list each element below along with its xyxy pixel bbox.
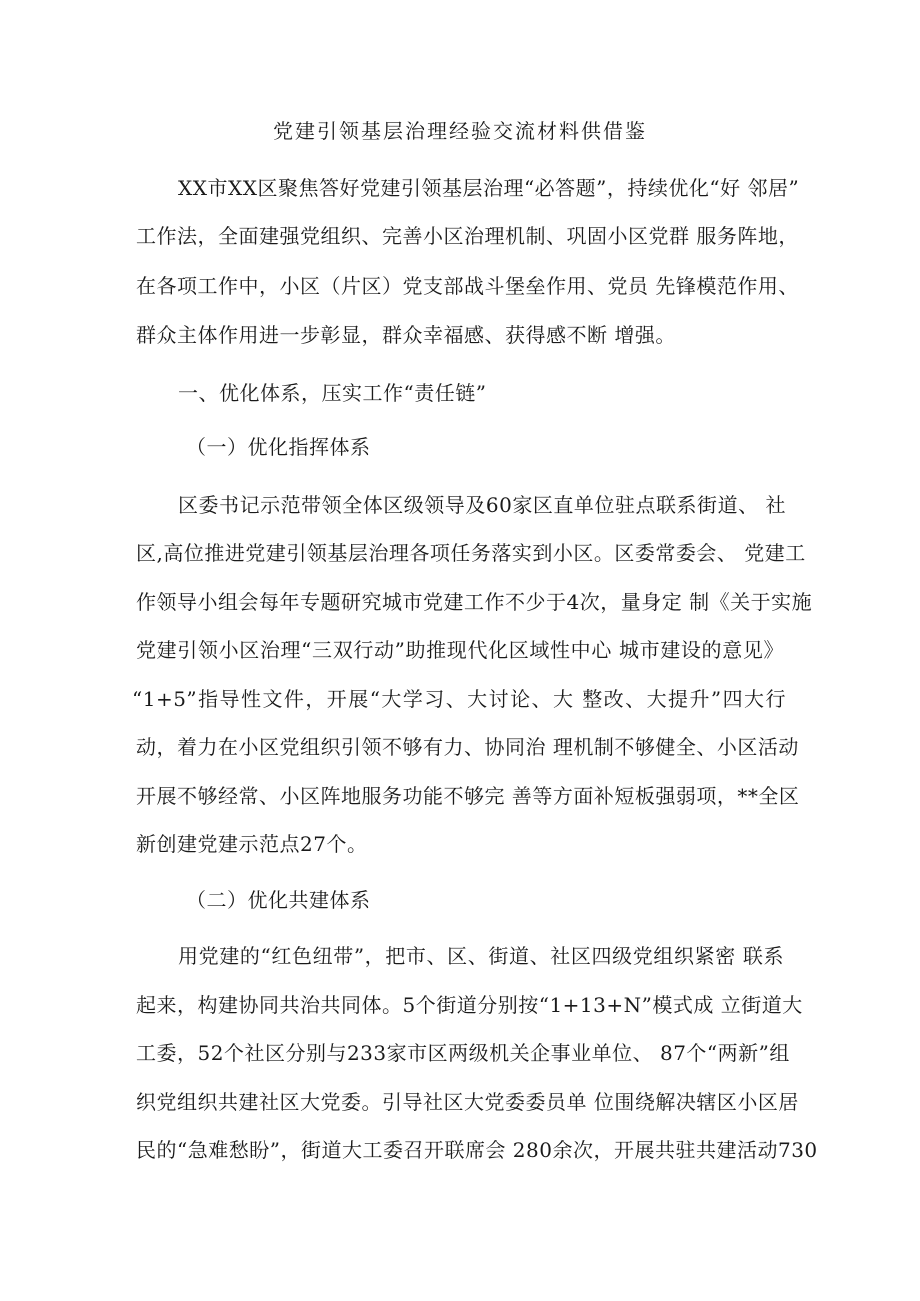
sub1-line-8: 新创建党建示范点27个。 [136, 832, 368, 856]
sub2-line-3: 工委，52个社区分别与233家市区两级机关企事业单位、 87个“两新”组 [136, 1041, 790, 1065]
sub2-line-5: 民的“急难愁盼”，街道大工委召开联席会 280余次，开展共驻共建活动730 [136, 1138, 818, 1162]
intro-line-2: 工作法，全面建强党组织、完善小区治理机制、巩固小区党群 服务阵地， [136, 224, 799, 248]
sub2-line-4: 织党组织共建社区大党委。引导社区大党委委员单 位围绕解决辖区小区居 [136, 1090, 799, 1114]
section1-heading: 一、优化体系，压实工作“责任链” [178, 381, 487, 405]
document-title: 党建引领基层治理经验交流材料供借鉴 [273, 119, 647, 143]
sub1-line-3: 作领导小组会每年专题研究城市党建工作不少于4次，量身定 制《关于实施 [136, 590, 813, 614]
sub1-line-1: 区委书记示范带领全体区级领导及60家区直单位驻点联系街道、 社 [178, 493, 786, 517]
subsection2-heading: （二）优化共建体系 [186, 888, 371, 912]
intro-line-3: 在各项工作中，小区（片区）党支部战斗堡垒作用、党员 先锋模范作用、 [136, 274, 799, 298]
sub1-line-6: 动，着力在小区党组织引领不够有力、协同治 理机制不够健全、小区活动 [136, 735, 799, 759]
intro-line-1: XX市XX区聚焦答好党建引领基层治理“必答题”，持续优化“好 邻居” [178, 176, 800, 200]
sub1-line-2: 区,高位推进党建引领基层治理各项任务落实到小区。区委常委会、 党建工 [136, 541, 806, 565]
intro-line-4: 群众主体作用进一步彰显，群众幸福感、获得感不断 增强。 [136, 323, 676, 347]
sub1-line-7: 开展不够经常、小区阵地服务功能不够完 善等方面补短板强弱项，**全区 [136, 784, 800, 808]
subsection1-heading: （一）优化指挥体系 [186, 435, 371, 459]
sub1-line-5: “1+5”指导性文件，开展“大学习、大讨论、大 整改、大提升”四大行 [132, 687, 786, 711]
sub2-line-1: 用党建的“红色纽带”，把市、区、街道、社区四级党组织紧密 联系 [178, 944, 784, 968]
sub1-line-4: 党建引领小区治理“三双行动”助推现代化区域性中心 城市建设的意见》 [136, 638, 784, 662]
sub2-line-2: 起来，构建协同共治共同体。5个街道分别按“1+13+N”模式成 立街道大 [136, 993, 803, 1017]
